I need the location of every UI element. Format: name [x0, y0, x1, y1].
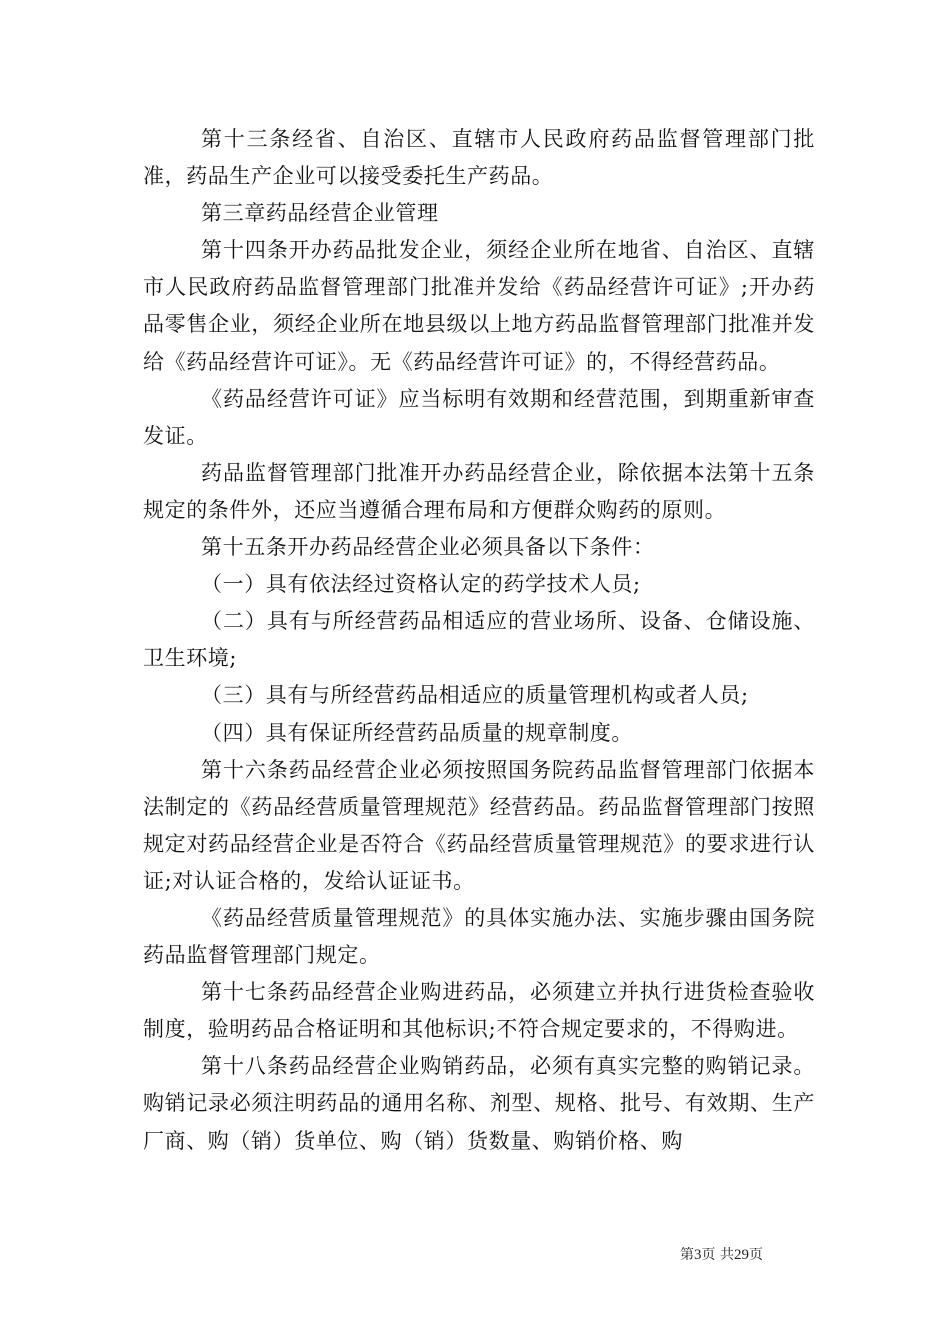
paragraph: 第十四条开办药品批发企业，须经企业所在地省、自治区、直辖市人民政府药品监督管理部门批准并发给《药品经营许可证》;开办药品零售企业，须经企业所在地县级以上地方药品监督管理部门批准并发给《药品经营许可证》。无《药品经营许可证》的，不得经营药品。	[143, 238, 815, 374]
paragraph: 第十三条经省、自治区、直辖市人民政府药品监督管理部门批准，药品生产企业可以接受委托生产药品。	[143, 127, 815, 189]
footer-suffix: 页	[748, 1247, 763, 1263]
list-item: （三）具有与所经营药品相适应的质量管理机构或者人员;	[201, 683, 749, 708]
paragraph: 《药品经营质量管理规范》的具体实施办法、实施步骤由国务院药品监督管理部门规定。	[143, 905, 815, 968]
current-page-number: 3	[694, 1247, 702, 1263]
list-item: （二）具有与所经营药品相适应的营业场所、设备、仓储设施、卫生环境;	[143, 609, 815, 671]
list-item: （四）具有保证所经营药品质量的规章制度。	[201, 720, 633, 745]
footer-prefix: 第	[680, 1247, 694, 1263]
paragraph: 第十八条药品经营企业购销药品，必须有真实完整的购销记录。购销记录必须注明药品的通用名称、剂型、规格、批号、有效期、生产厂商、购（销）货单位、购（销）货数量、购销价格、购	[143, 1054, 815, 1153]
paragraph: 第十五条开办药品经营企业必须具备以下条件：	[201, 535, 655, 560]
list-item: （一）具有依法经过资格认定的药学技术人员;	[201, 572, 641, 597]
chapter-heading: 第三章药品经营企业管理	[201, 201, 439, 226]
total-pages-number: 29	[733, 1247, 749, 1263]
paragraph: 第十七条药品经营企业购进药品，必须建立并执行进货检查验收制度，验明药品合格证明和其他标识;不符合规定要求的，不得购进。	[143, 980, 815, 1042]
paragraph: 第十六条药品经营企业必须按照国务院药品监督管理部门依据本法制定的《药品经营质量管理规范》经营药品。药品监督管理部门按照规定对药品经营企业是否符合《药品经营质量管理规范》的要求进行认证;对认证合格的，发给认证证书。	[143, 757, 815, 893]
paragraph: 《药品经营许可证》应当标明有效期和经营范围，到期重新审查发证。	[143, 386, 815, 448]
paragraph: 药品监督管理部门批准开办药品经营企业，除依据本法第十五条规定的条件外，还应当遵循合理布局和方便群众购药的原则。	[143, 460, 815, 522]
page-footer	[680, 1245, 820, 1265]
document-body	[143, 121, 815, 1160]
footer-middle: 页 共	[701, 1247, 734, 1263]
